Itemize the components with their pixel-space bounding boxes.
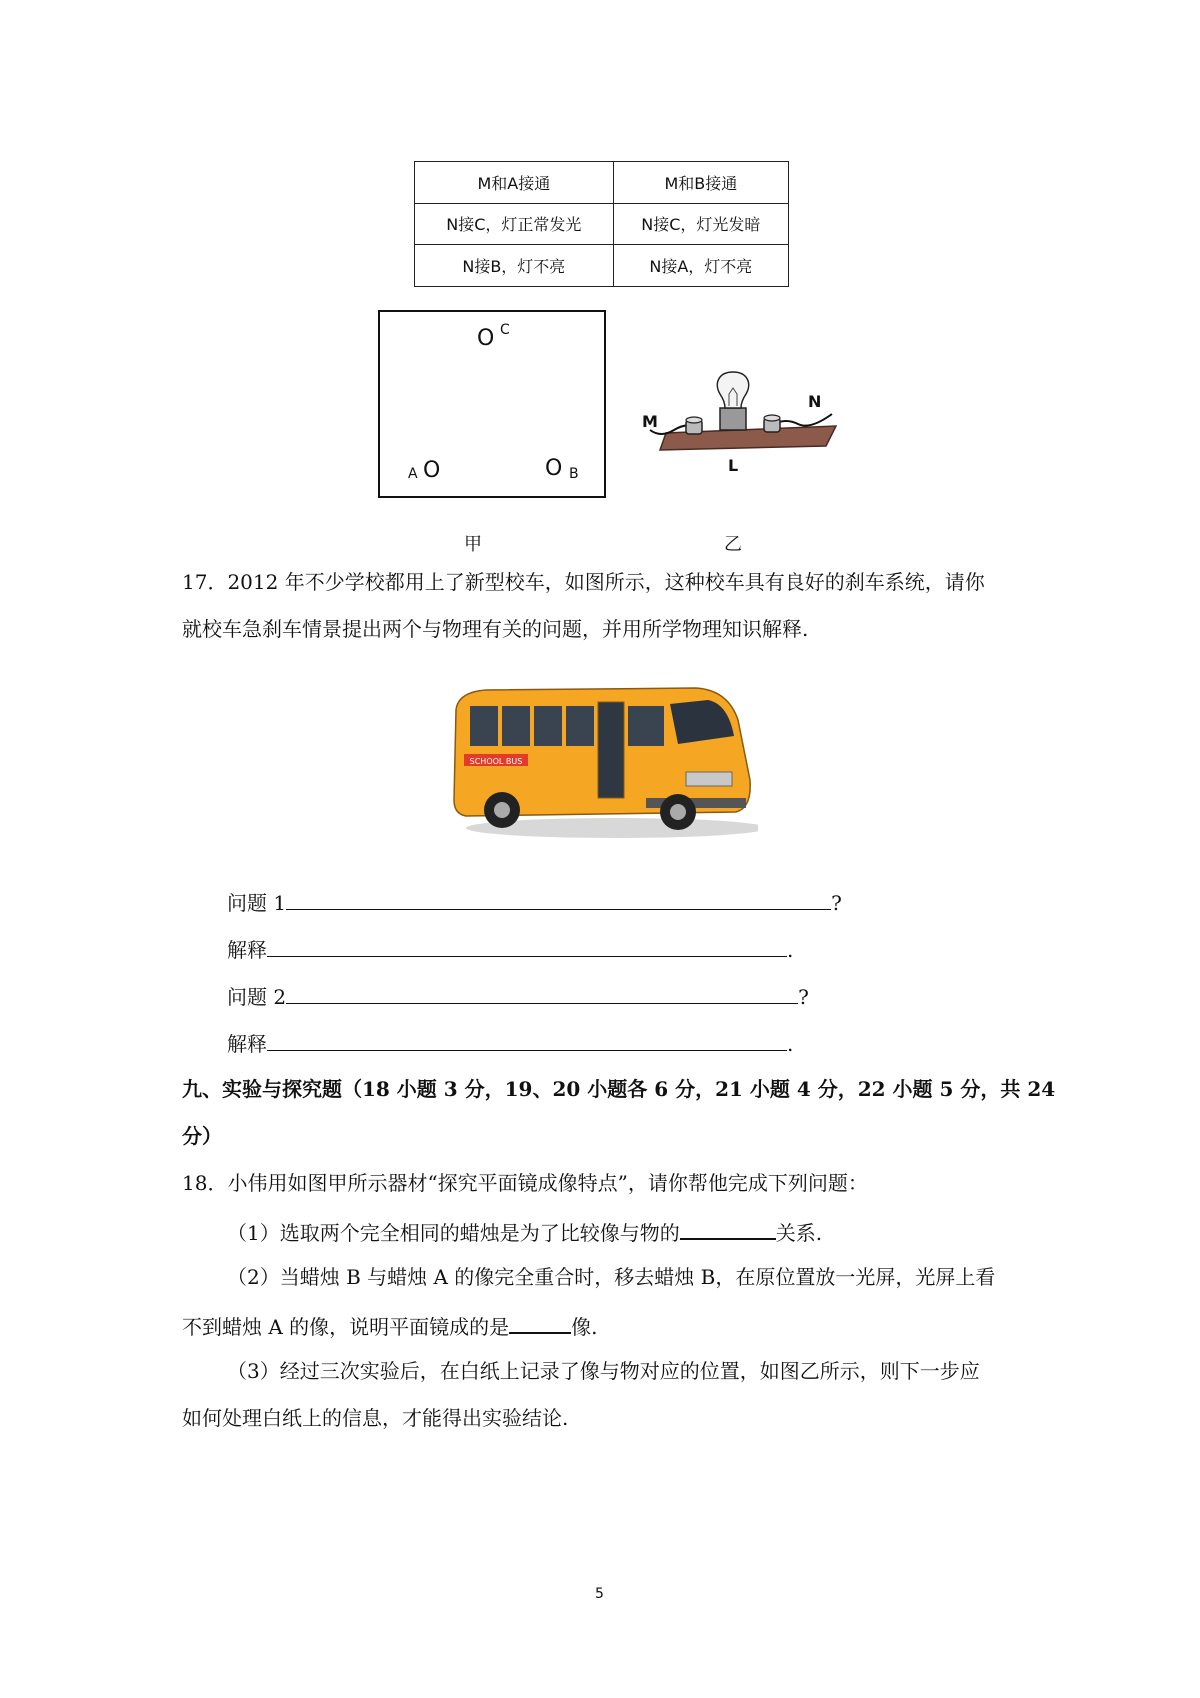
- answer1-blank[interactable]: [267, 938, 787, 957]
- q18-intro: 18．小伟用如图甲所示器材“探究平面镜成像特点”，请你帮他完成下列问题：: [182, 1171, 868, 1195]
- figure-yi-caption: 乙: [724, 534, 742, 555]
- question2-blank[interactable]: [286, 985, 798, 1004]
- q18-part2-blank[interactable]: [509, 1314, 571, 1334]
- q17-question2-row: [227, 985, 809, 1007]
- table-row: [415, 203, 789, 245]
- q17-answer1-row: [227, 938, 793, 960]
- question1-blank[interactable]: [286, 891, 831, 910]
- table-cell: N接B，灯不亮: [415, 245, 614, 287]
- page-number: 5: [595, 1586, 604, 1602]
- wire-n-label: N: [808, 392, 822, 411]
- connection-table: [414, 161, 789, 287]
- q18-part2-line1: （2）当蜡烛 B 与蜡烛 A 的像完全重合时，移去蜡烛 B，在原位置放一光屏，光屏上看: [227, 1265, 996, 1289]
- q17-text-line1: 17．2012 年不少学校都用上了新型校车，如图所示，这种校车具有良好的刹车系统，请你: [182, 570, 985, 594]
- q18-part1-row: [227, 1220, 822, 1243]
- q18-part3-line1: （3）经过三次实验后，在白纸上记录了像与物对应的位置，如图乙所示，则下一步应: [227, 1359, 980, 1383]
- terminal-c-circle: O: [477, 326, 495, 351]
- terminal-b-label: B: [569, 466, 579, 482]
- table-cell: N接A，灯不亮: [613, 245, 788, 287]
- table-cell: N接C，灯正常发光: [415, 203, 614, 245]
- answer2-blank[interactable]: [267, 1032, 787, 1051]
- q17-answer2-row: [227, 1032, 793, 1054]
- bus-banner-text: SCHOOL BUS: [469, 757, 523, 766]
- table-row: [415, 245, 789, 287]
- figure-jia-caption: 甲: [464, 534, 482, 555]
- q18-part2-text: 不到蜡烛 A 的像，说明平面镜成的是: [182, 1315, 510, 1339]
- table-cell: N接C，灯光发暗: [613, 203, 788, 245]
- question2-label: 问题 2: [227, 985, 287, 1009]
- q18-part3-line2: 如何处理白纸上的信息，才能得出实验结论.: [182, 1406, 569, 1430]
- terminal-b-circle: O: [545, 456, 563, 481]
- table-cell: M和B接通: [613, 162, 788, 204]
- question2-end: ?: [798, 985, 809, 1009]
- q17-question1-row: [227, 891, 842, 913]
- question1-label: 问题 1: [227, 891, 287, 915]
- q18-part2-tail: 像.: [571, 1315, 598, 1339]
- section9-heading-line1: 九、实验与探究题（18 小题 3 分，19、20 小题各 6 分，21 小题 4 分，22 小题 5 分，共 24: [182, 1077, 1056, 1101]
- answer1-end: .: [787, 938, 794, 962]
- q18-part1-text: （1）选取两个完全相同的蜡烛是为了比较像与物的: [227, 1221, 680, 1245]
- q18-part2-line2-row: [182, 1314, 598, 1337]
- terminal-c-label: C: [500, 322, 510, 338]
- q17-text-line2: 就校车急刹车情景提出两个与物理有关的问题，并用所学物理知识解释.: [182, 617, 809, 641]
- table-cell: M和A接通: [415, 162, 614, 204]
- q18-part1-blank[interactable]: [680, 1220, 776, 1240]
- section9-heading-line2: 分）: [182, 1124, 222, 1148]
- terminal-a-label: A: [408, 466, 418, 482]
- answer2-end: .: [787, 1032, 794, 1056]
- school-bus-icon: [446, 680, 758, 842]
- answer2-label: 解释: [227, 1032, 267, 1056]
- lamp-on-base-icon: [636, 368, 856, 478]
- wire-m-label: M: [642, 412, 658, 431]
- question1-end: ?: [831, 891, 842, 915]
- q18-part1-tail: 关系.: [775, 1221, 823, 1245]
- answer1-label: 解释: [227, 938, 267, 962]
- terminal-a-circle: O: [423, 458, 441, 483]
- table-row: [415, 162, 789, 204]
- lamp-l-label: L: [728, 456, 739, 475]
